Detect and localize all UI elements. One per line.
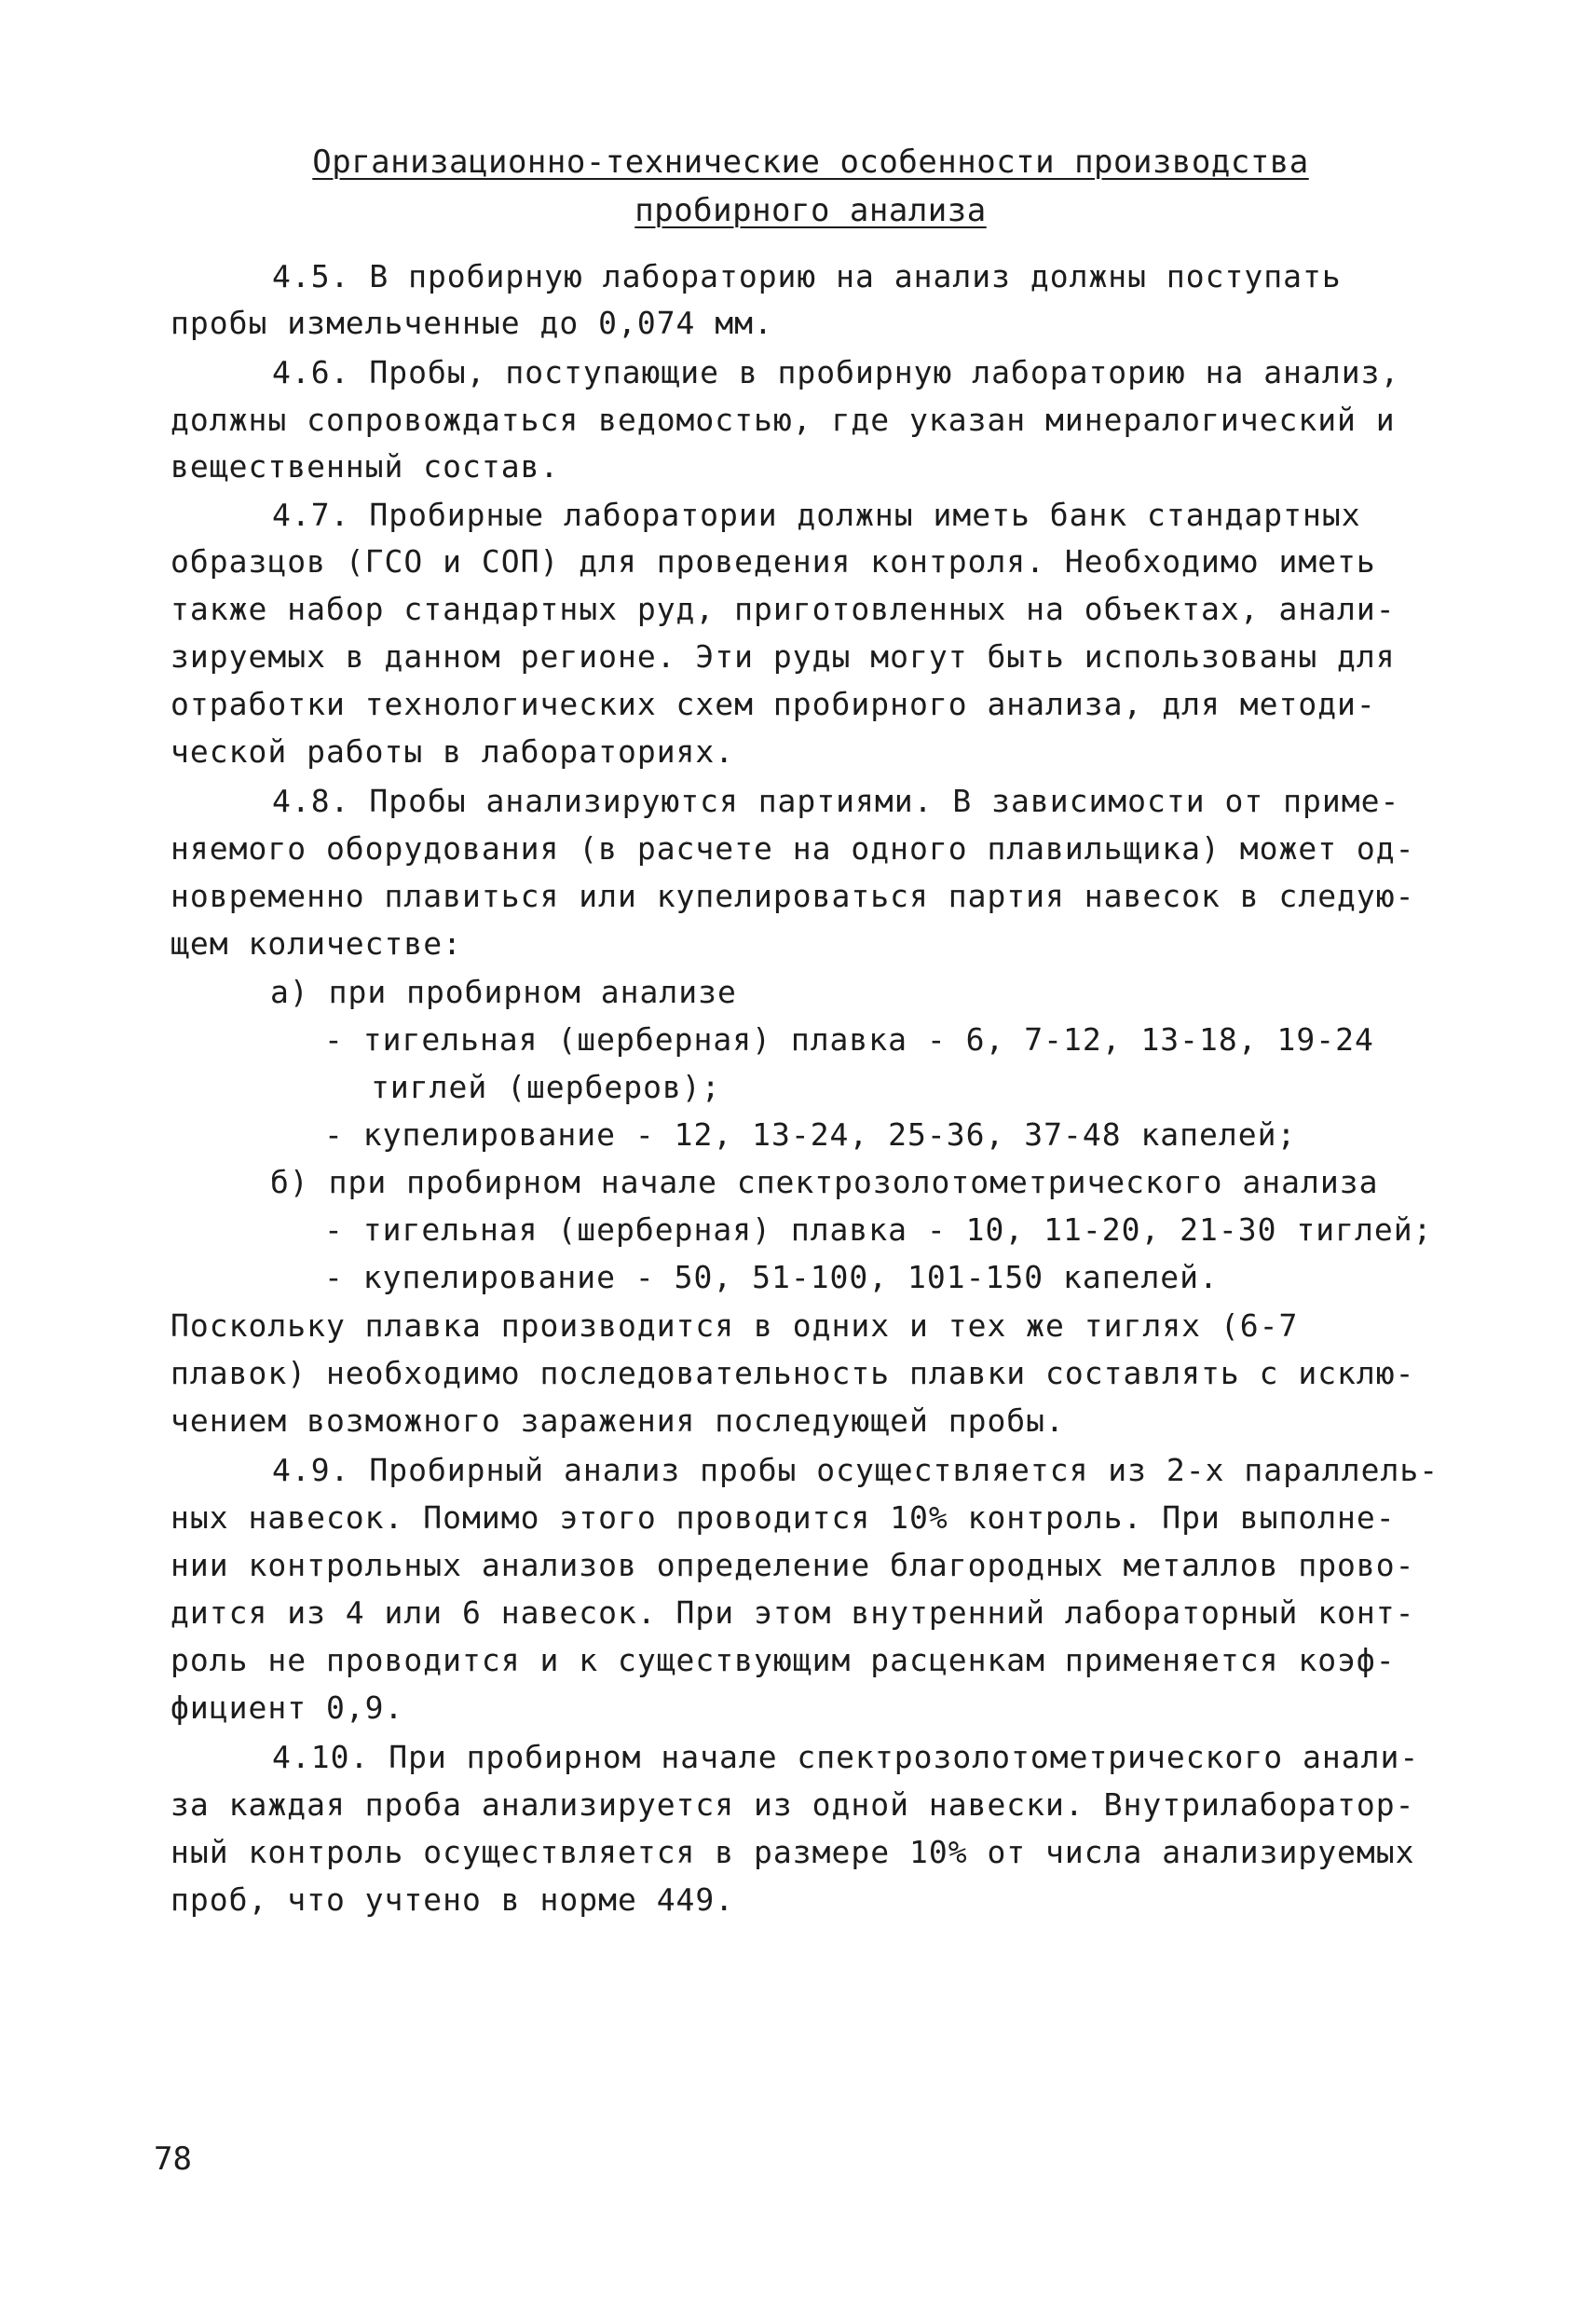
paragraph-note-line: плавок) необходимо последовательность плавки составлять с исклю-	[171, 1355, 1415, 1391]
paragraph-4-8-line: щем количестве:	[171, 925, 463, 962]
paragraph-4-8-line: няемого оборудования (в расчете на одного плавильщика) может од-	[171, 830, 1415, 867]
list-subitem: - купелирование - 12, 13-24, 25-36, 37-48 капелей;	[324, 1116, 1297, 1153]
list-item-b: б) при пробирном начале спектрозолотометрического анализа	[270, 1164, 1379, 1200]
list-subitem: - тигельная (шерберная) плавка - 6, 7-12, 13-18, 19-24	[324, 1021, 1374, 1058]
paragraph-4-10-line: за каждая проба анализируется из одной навески. Внутрилаборатор-	[171, 1786, 1415, 1823]
paragraph-4-9-line: дится из 4 или 6 навесок. При этом внутренний лабораторный конт-	[171, 1594, 1415, 1631]
paragraph-4-7-line: зируемых в данном регионе. Эти руды могут быть использованы для	[171, 638, 1396, 675]
paragraph-4-9-line: фициент 0,9.	[171, 1689, 404, 1726]
paragraph-4-10-line: проб, что учтено в норме 449.	[171, 1881, 735, 1918]
paragraph-4-10-line: 4.10. При пробирном начале спектрозолотометрического анали-	[272, 1739, 1420, 1775]
paragraph-4-8-line: 4.8. Пробы анализируются партиями. В зависимости от приме-	[272, 783, 1400, 819]
list-item-a: а) при пробирном анализе	[270, 974, 737, 1010]
paragraph-4-7-line: ческой работы в лабораториях.	[171, 733, 735, 770]
paragraph-4-7-line: отработки технологических схем пробирного анализа, для методи-	[171, 686, 1376, 722]
paragraph-4-9-line: роль не проводится и к существующим расценкам применяется коэф-	[171, 1642, 1396, 1678]
paragraph-4-9-line: нии контрольных анализов определение благородных металлов прово-	[171, 1547, 1415, 1583]
paragraph-4-9-line: ных навесок. Помимо этого проводится 10% контроль. При выполне-	[171, 1499, 1396, 1536]
paragraph-4-9-line: 4.9. Пробирный анализ пробы осуществляется из 2-х параллель-	[272, 1452, 1439, 1488]
paragraph-4-7-line: 4.7. Пробирные лаборатории должны иметь банк стандартных	[272, 497, 1361, 533]
paragraph-4-7-line: также набор стандартных руд, приготовленных на объектах, анали-	[171, 591, 1396, 627]
paragraph-4-5-line: пробы измельченные до 0,074 мм.	[171, 305, 773, 341]
paragraph-note-line: чением возможного заражения последующей пробы.	[171, 1402, 1065, 1439]
page-number: 78	[154, 2140, 192, 2178]
paragraph-note-line: Поскольку плавка производится в одних и тех же тиглях (6-7	[171, 1307, 1299, 1344]
paragraph-4-6-line: должны сопровождаться ведомостью, где указан минералогический и	[171, 402, 1396, 438]
section-heading-line-2: пробирного анализа	[634, 192, 987, 229]
list-subitem: - тигельная (шерберная) плавка - 10, 11-20, 21-30 тиглей;	[324, 1211, 1433, 1248]
paragraph-4-7-line: образцов (ГСО и СОП) для проведения контроля. Необходимо иметь	[171, 543, 1376, 580]
section-heading-line-1: Организационно-технические особенности производства	[312, 144, 1309, 181]
paragraph-4-10-line: ный контроль осуществляется в размере 10% от числа анализируемых	[171, 1834, 1415, 1870]
list-subitem: - купелирование - 50, 51-100, 101-150 капелей.	[324, 1259, 1219, 1295]
paragraph-4-5-line: 4.5. В пробирную лабораторию на анализ должны поступать	[272, 258, 1342, 294]
paragraph-4-6-line: вещественный состав.	[171, 448, 560, 485]
paragraph-4-6-line: 4.6. Пробы, поступающие в пробирную лабораторию на анализ,	[272, 354, 1400, 390]
list-subitem-continuation: тиглей (шерберов);	[371, 1069, 721, 1105]
paragraph-4-8-line: новременно плавиться или купелироваться партия навесок в следую-	[171, 878, 1415, 914]
